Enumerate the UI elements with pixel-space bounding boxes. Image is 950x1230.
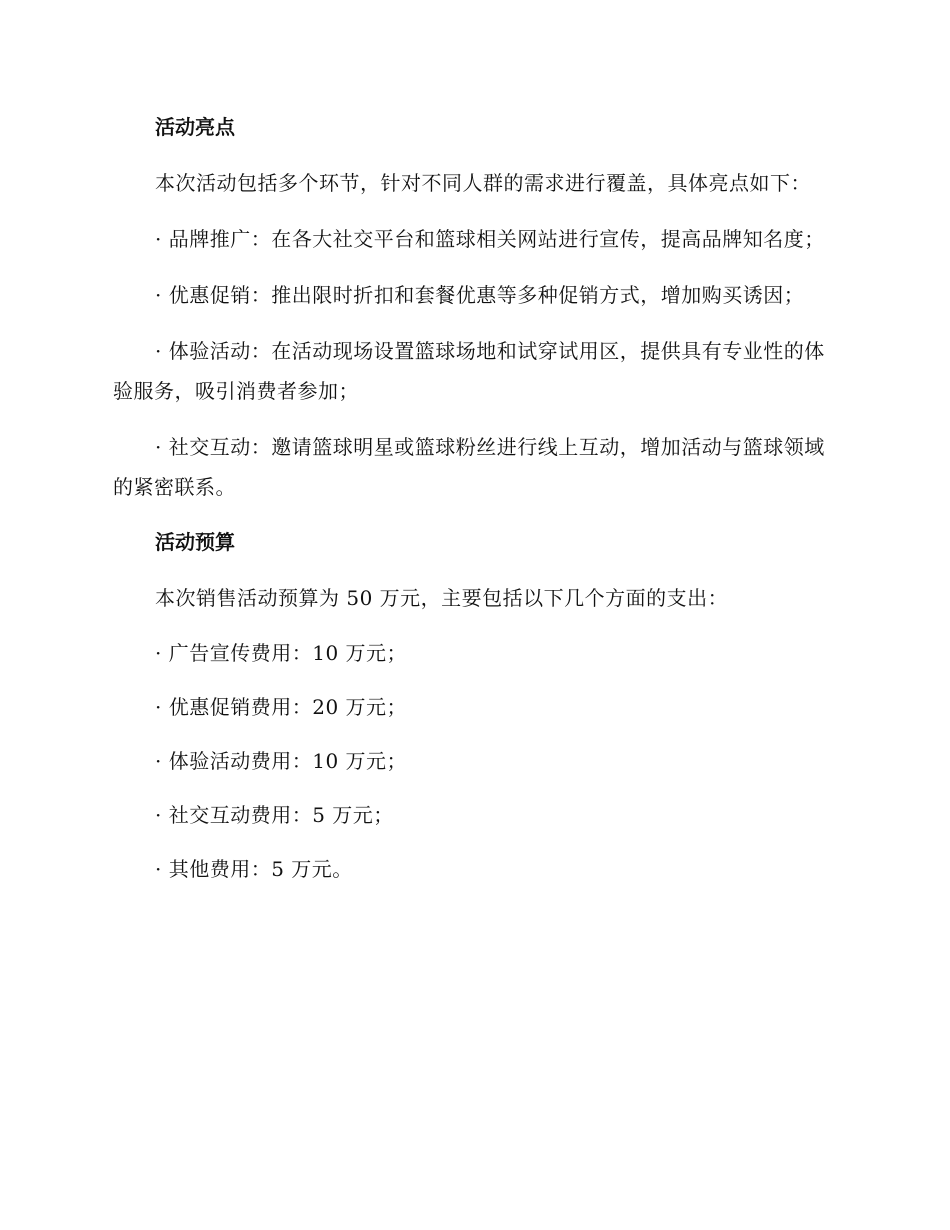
budget-item-social: · 社交互动费用：5 万元； bbox=[155, 803, 394, 827]
highlight-item-brand: · 品牌推广：在各大社交平台和篮球相关网站进行宣传，提高品牌知名度； bbox=[155, 227, 825, 251]
document-content bbox=[113, 108, 825, 888]
highlight-item-promotion: · 优惠促销：推出限时折扣和套餐优惠等多种促销方式，增加购买诱因； bbox=[155, 283, 805, 307]
budget-item-experience: · 体验活动费用：10 万元； bbox=[155, 749, 408, 773]
section-heading-budget: 活动预算 bbox=[155, 530, 235, 554]
budget-item-promotion: · 优惠促销费用：20 万元； bbox=[155, 695, 408, 719]
budget-item-advertising: · 广告宣传费用：10 万元； bbox=[155, 641, 408, 665]
highlight-item-experience: · 体验活动：在活动现场设置篮球场地和试穿试用区，提供具有专业性的体验服务，吸引消费者参加； bbox=[113, 339, 825, 403]
highlights-intro: 本次活动包括多个环节，针对不同人群的需求进行覆盖，具体亮点如下： bbox=[155, 171, 811, 195]
budget-intro: 本次销售活动预算为 50 万元，主要包括以下几个方面的支出： bbox=[155, 586, 729, 610]
budget-item-other: · 其他费用：5 万元。 bbox=[155, 857, 353, 881]
highlight-item-social: · 社交互动：邀请篮球明星或篮球粉丝进行线上互动，增加活动与篮球领域的紧密联系。 bbox=[113, 435, 825, 499]
section-heading-highlights: 活动亮点 bbox=[155, 115, 235, 139]
